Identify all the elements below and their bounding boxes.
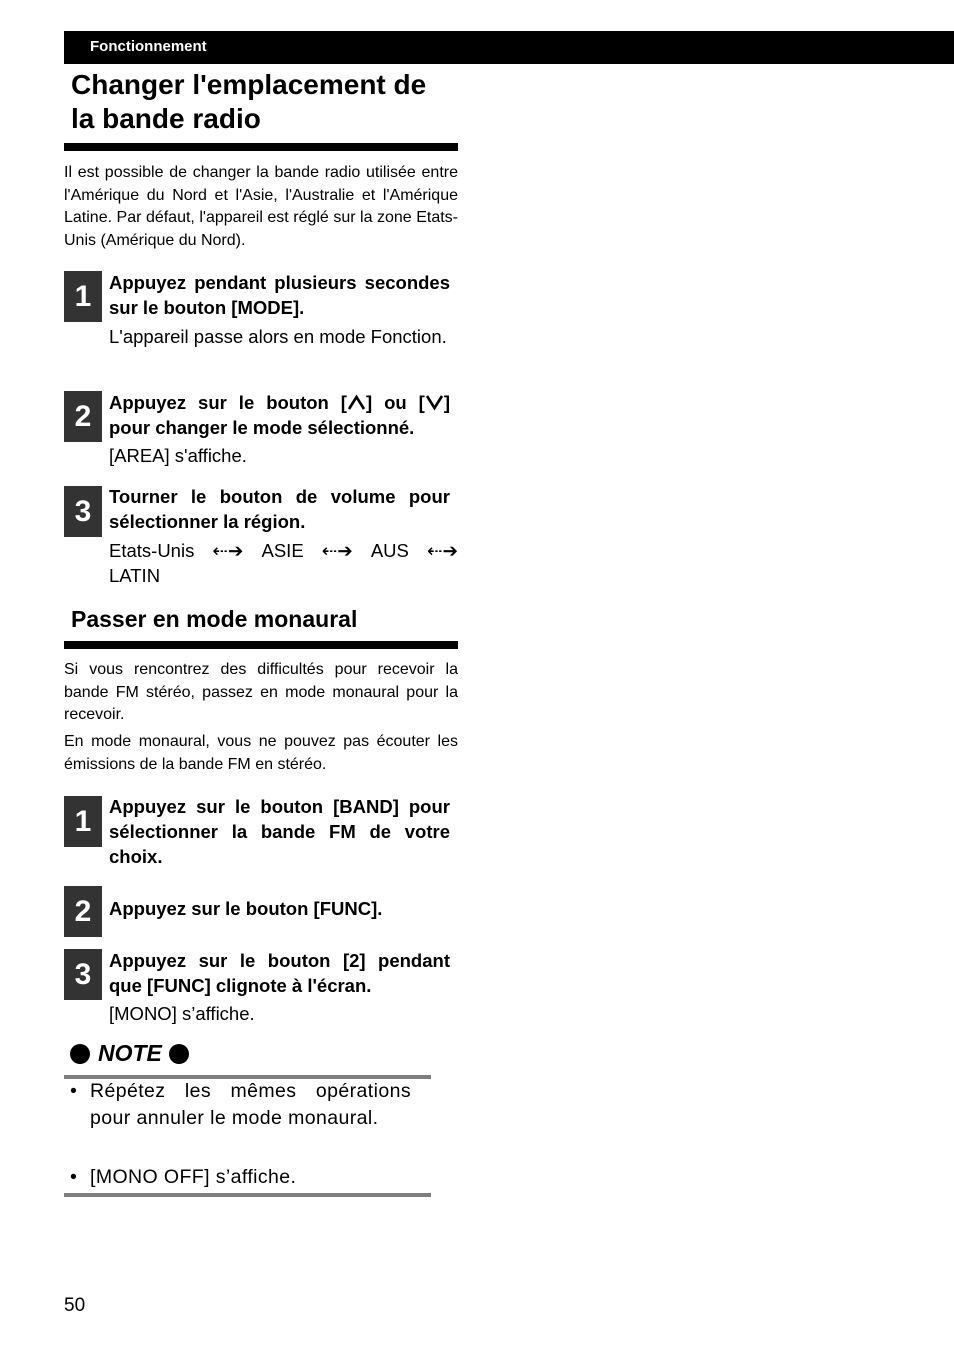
step-description: L'appareil passe alors en mode Fonction. bbox=[109, 326, 447, 347]
step-number-badge: 2 bbox=[64, 886, 102, 937]
note-item-text: Répétez les mêmes opérations pour annuler le mode monaural. bbox=[90, 1080, 411, 1129]
page-number: 50 bbox=[64, 1295, 86, 1316]
section-paragraph: En mode monaural, vous ne pouvez pas écouter les émissions de la bande FM en stéréo. bbox=[64, 733, 458, 773]
step-title-part: ] pour changer le mode sélectionné. bbox=[109, 392, 450, 438]
page-title-line-1: Changer l'emplacement de bbox=[71, 69, 427, 100]
intro-paragraph: Il est possible de changer la bande radio utilisée entre l'Amérique du Nord et l'Asie, l'Australie et l'Amérique Latine. Par défaut, l'appareil est réglé sur la zone Etats-Unis (Amérique du Nord). bbox=[64, 164, 458, 249]
double-arrow-icon: ⇠➔ bbox=[212, 540, 244, 561]
page-title bbox=[71, 68, 471, 136]
chevron-up-icon bbox=[347, 394, 366, 411]
step-title: Appuyez sur le bouton [BAND] pour sélectionner la bande FM de votre choix. bbox=[109, 796, 450, 867]
step-title: Appuyez sur le bouton [FUNC]. bbox=[109, 898, 383, 919]
double-arrow-icon: ⇠➔ bbox=[321, 540, 353, 561]
region-label: AUS bbox=[370, 540, 409, 561]
step-number-badge: 3 bbox=[64, 949, 102, 1000]
section-header-bar bbox=[64, 31, 954, 64]
step-title: Appuyez pendant plusieurs secondes sur le bouton [MODE]. bbox=[109, 272, 450, 318]
region-label: LATIN bbox=[109, 565, 161, 586]
step-number-badge: 3 bbox=[64, 486, 102, 537]
note-item bbox=[64, 1164, 411, 1191]
bullet-icon: • bbox=[70, 1080, 78, 1102]
note-label: NOTE bbox=[98, 1040, 162, 1066]
section-rule bbox=[64, 641, 458, 649]
page-title-line-2: la bande radio bbox=[71, 103, 261, 134]
region-cycle bbox=[109, 538, 458, 588]
note-item bbox=[64, 1078, 411, 1131]
step-description: [AREA] s'affiche. bbox=[109, 445, 247, 466]
step-number-badge: 1 bbox=[64, 796, 102, 847]
section-label: Fonctionnement bbox=[90, 38, 207, 55]
step-title: Tourner le bouton de volume pour sélectionner la région. bbox=[109, 486, 450, 532]
bullet-dot-icon bbox=[169, 1044, 189, 1064]
step-description: [MONO] s’affiche. bbox=[109, 1003, 255, 1024]
section-heading: Passer en mode monaural bbox=[71, 606, 358, 632]
region-label: ASIE bbox=[261, 540, 304, 561]
step-number-badge: 2 bbox=[64, 391, 102, 442]
note-item-text: [MONO OFF] s’affiche. bbox=[90, 1166, 297, 1188]
note-bottom-rule bbox=[64, 1193, 431, 1197]
note-heading bbox=[70, 1040, 189, 1067]
step-title: Appuyez sur le bouton [2] pendant que [FUNC] clignote à l'écran. bbox=[109, 950, 450, 996]
double-arrow-icon: ⇠➔ bbox=[426, 540, 458, 561]
title-rule bbox=[64, 143, 458, 151]
step-title-part: ] ou [ bbox=[365, 392, 425, 413]
bullet-icon: • bbox=[70, 1166, 78, 1188]
step-number-badge: 1 bbox=[64, 271, 102, 322]
bullet-dot-icon bbox=[70, 1044, 90, 1064]
step-title-part: Appuyez sur le bouton [ bbox=[109, 392, 347, 413]
step-title bbox=[109, 390, 450, 440]
section-paragraph: Si vous rencontrez des difficultés pour recevoir la bande FM stéréo, passez en mode monaural pour la recevoir. bbox=[64, 661, 458, 723]
chevron-down-icon bbox=[425, 394, 444, 411]
region-label: Etats-Unis bbox=[109, 540, 195, 561]
